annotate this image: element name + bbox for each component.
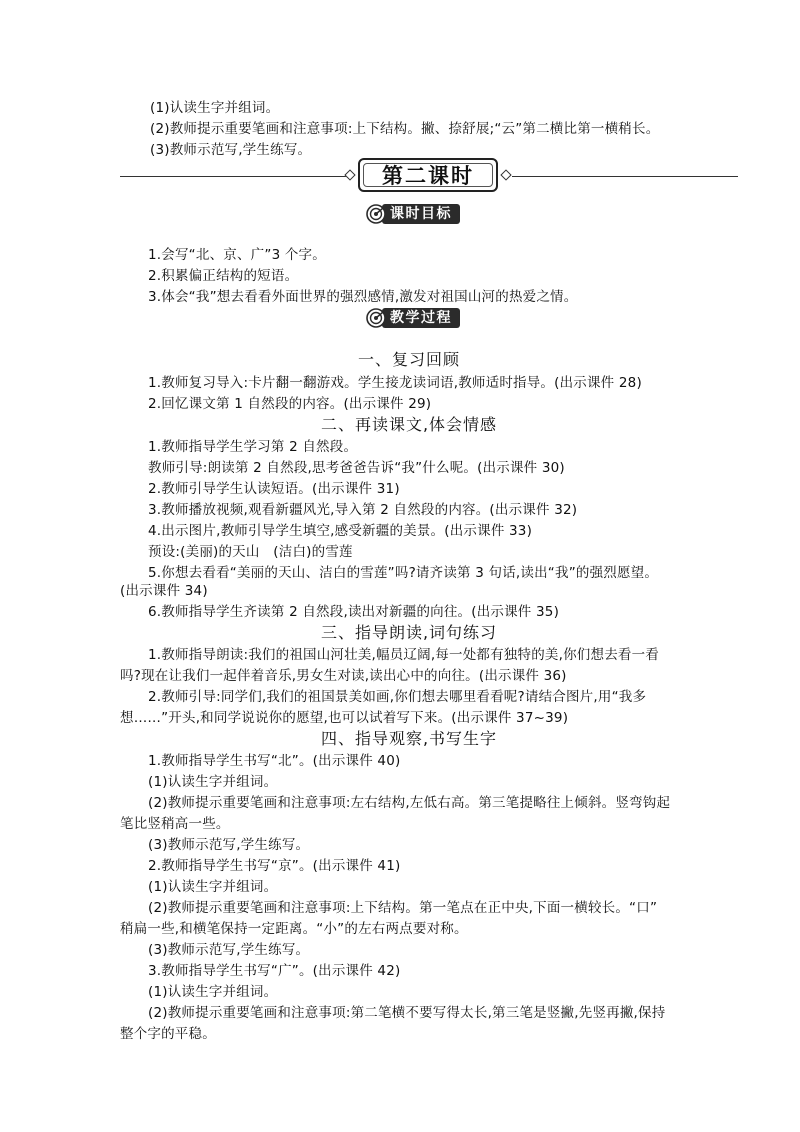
process-label-text: 教学过程 [382,308,460,328]
target-icon [366,204,386,224]
text-line: (3)教师示范写,学生练写。 [148,837,310,853]
text-line: (2)教师提示重要笔画和注意事项:上下结构。第一笔点在正中央,下面一横较长。“口” [148,900,658,916]
goals-label [366,204,460,224]
section-heading: 四、指导观察,书写生字 [320,729,498,748]
text-line: (1)认读生字并组词。 [148,984,278,1000]
text-line: 笔比竖稍高一些。 [120,816,230,832]
text-line: (出示课件 34) [120,583,208,599]
text-line: (3)教师示范写,学生练写。 [148,942,310,958]
text-line: 2.回忆课文第 1 自然段的内容。(出示课件 29) [148,396,432,412]
section-heading: 三、指导朗读,词句练习 [320,623,498,642]
text-line: 整个字的平稳。 [120,1026,216,1042]
text-line: (1)认读生字并组词。 [148,879,278,895]
goal-item: 3.体会“我”想去看看外面世界的强烈感情,激发对祖国山河的热爱之情。 [148,289,578,305]
text-line: (2)教师提示重要笔画和注意事项:第二笔横不要写得太长,第三笔是竖撇,先竖再撇,保持 [148,1005,666,1021]
banner-rule-right [512,176,738,177]
text-line: 2.教师引导:同学们,我们的祖国景美如画,你们想去哪里看看呢?请结合图片,用“我多 [148,689,647,705]
text-line: 预设:(美丽)的天山 (洁白)的雪莲 [148,544,353,560]
text-line: 1.教师指导朗读:我们的祖国山河壮美,幅员辽阔,每一处都有独特的美,你们想去看一看 [148,647,660,663]
banner-diamond-left-icon [344,169,355,180]
text-line: (1)认读生字并组词。 [150,100,280,116]
goals-label-text: 课时目标 [382,204,460,224]
banner-diamond-right-icon [500,169,511,180]
text-line: 吗?现在让我们一起伴着音乐,男女生对读,读出心中的向往。(出示课件 36) [120,668,567,684]
goal-item: 2.积累偏正结构的短语。 [148,268,299,284]
text-line: (1)认读生字并组词。 [148,774,278,790]
text-line: 1.教师复习导入:卡片翻一翻游戏。学生接龙读词语,教师适时指导。(出示课件 28) [148,375,642,391]
target-icon [366,308,386,328]
text-line: 5.你想去看看“美丽的天山、洁白的雪莲”吗?请齐读第 3 句话,读出“我”的强烈愿望。 [148,565,659,581]
banner-rule-left [120,176,350,177]
text-line: 3.教师指导学生书写“广”。(出示课件 42) [148,963,401,979]
text-line: 6.教师指导学生齐读第 2 自然段,读出对新疆的向往。(出示课件 35) [148,604,560,620]
section-heading: 二、再读课文,体会情感 [320,415,498,434]
text-line: 4.出示图片,教师引导学生填空,感受新疆的美景。(出示课件 33) [148,523,533,539]
lesson-title-text: 第二课时 [382,164,474,188]
text-line: 想……”开头,和同学说说你的愿望,也可以试着写下来。(出示课件 37~39) [120,710,569,726]
text-line: 教师引导:朗读第 2 自然段,思考爸爸告诉“我”什么呢。(出示课件 30) [148,460,565,476]
text-line: (2)教师提示重要笔画和注意事项:上下结构。撇、捺舒展;“云”第二横比第一横稍长。 [150,121,660,137]
text-line: (2)教师提示重要笔画和注意事项:左右结构,左低右高。第三笔提略往上倾斜。竖弯钩起 [148,795,671,811]
text-line: 1.教师指导学生学习第 2 自然段。 [148,439,358,455]
section-heading: 一、复习回顾 [357,350,460,369]
text-line: 2.教师引导学生认读短语。(出示课件 31) [148,481,400,497]
text-line: 3.教师播放视频,观看新疆风光,导入第 2 自然段的内容。(出示课件 32) [148,502,578,518]
text-line: 稍扁一些,和横笔保持一定距离。“小”的左右两点要对称。 [120,921,468,937]
lesson-title [358,158,498,192]
text-line: (3)教师示范写,学生练写。 [150,142,312,158]
process-label [366,308,460,328]
goal-item: 1.会写“北、京、广”3 个字。 [148,247,326,263]
text-line: 1.教师指导学生书写“北”。(出示课件 40) [148,753,401,769]
text-line: 2.教师指导学生书写“京”。(出示课件 41) [148,858,401,874]
